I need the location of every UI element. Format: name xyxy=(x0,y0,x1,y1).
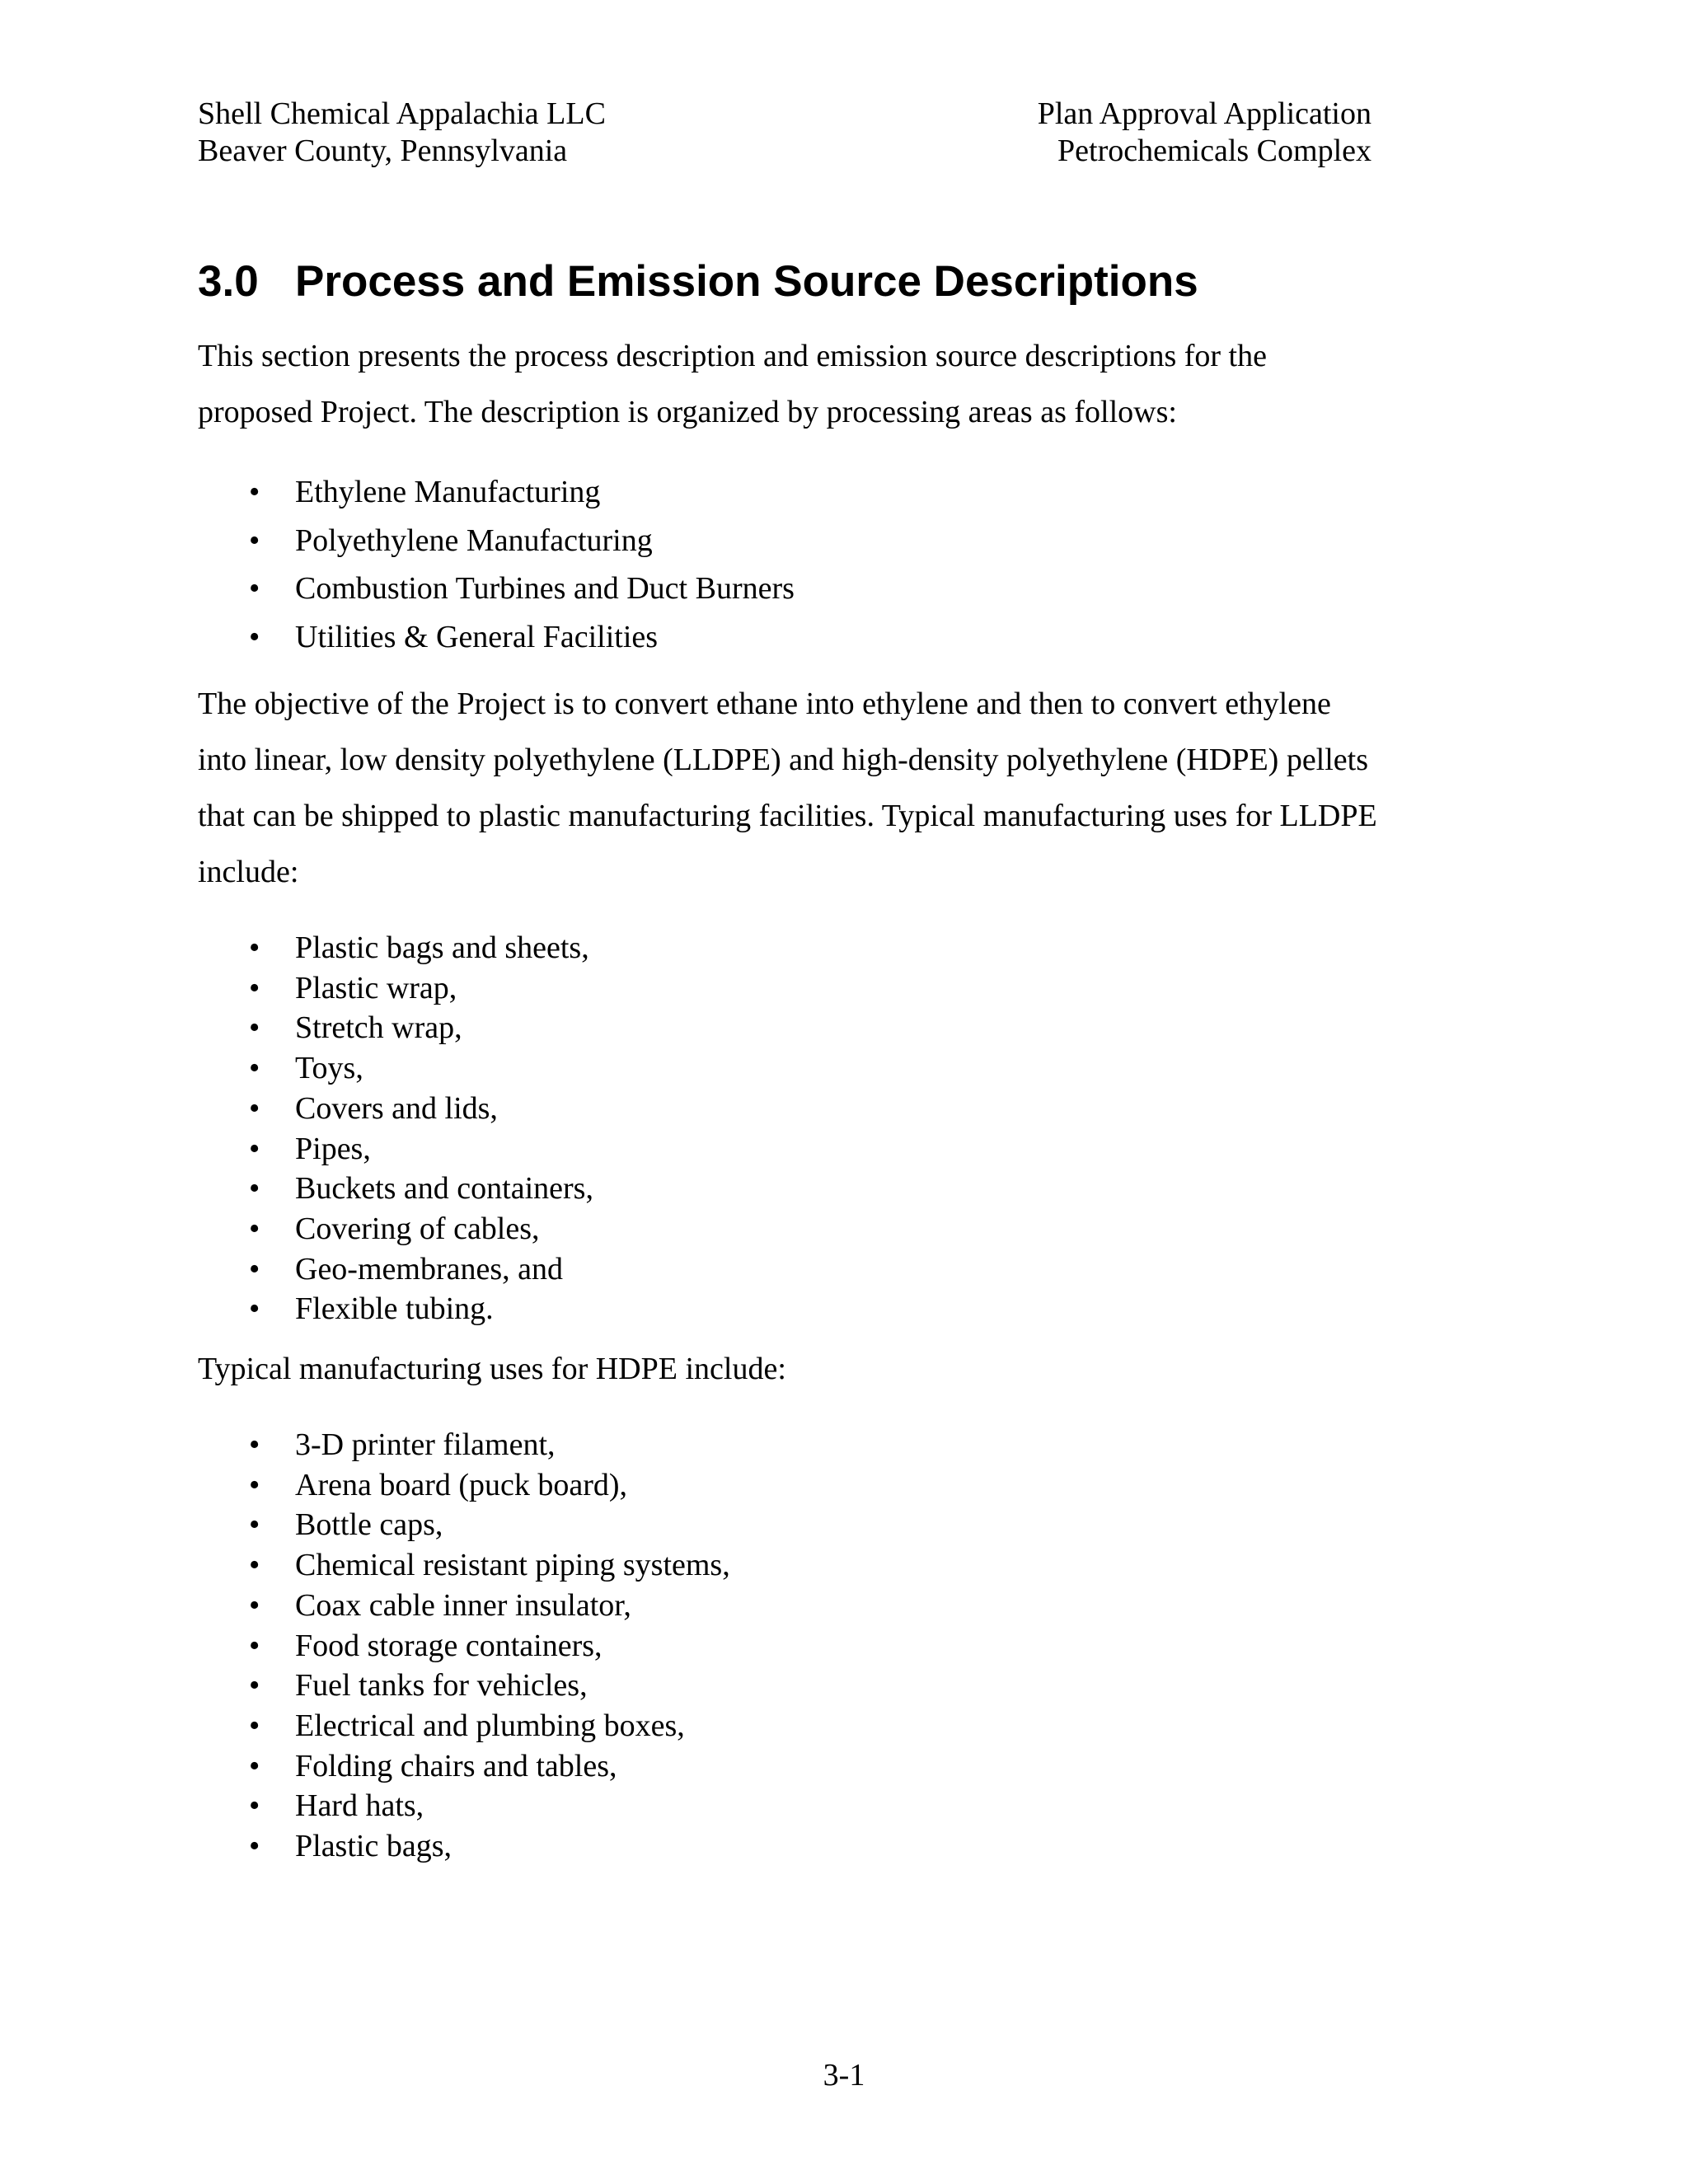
header-company: Shell Chemical Appalachia LLC xyxy=(198,96,606,131)
list-item xyxy=(198,1826,1385,1867)
bullet-icon: • xyxy=(249,1548,260,1583)
list-item-text: Coax cable inner insulator, xyxy=(295,1587,631,1623)
bullet-icon: • xyxy=(249,1171,260,1207)
list-item xyxy=(198,517,1385,565)
bullet-icon: • xyxy=(249,970,260,1005)
list-item-text: Toys, xyxy=(295,1051,363,1086)
bullet-icon: • xyxy=(249,1131,260,1166)
list-item xyxy=(198,928,1385,968)
list-item-text: Buckets and containers, xyxy=(295,1171,593,1207)
header-project: Petrochemicals Complex xyxy=(1057,134,1372,168)
bullet-icon: • xyxy=(249,1708,260,1743)
page-number: 3-1 xyxy=(823,2058,865,2093)
list-item-text: Geo-membranes, and xyxy=(295,1251,563,1286)
list-item-text: Polyethylene Manufacturing xyxy=(295,523,653,558)
header-right xyxy=(1038,96,1372,170)
list-item-text: Arena board (puck board), xyxy=(295,1467,628,1502)
list-item-text: Bottle caps, xyxy=(295,1507,443,1543)
header-left xyxy=(198,96,606,170)
bullet-icon: • xyxy=(249,1628,260,1663)
list-item xyxy=(198,1786,1385,1826)
bullet-icon: • xyxy=(249,1587,260,1623)
intro-paragraph: This section presents the process description and emission source descriptions for the proposed Project. The description is organized by processing areas as follows: xyxy=(198,339,1267,429)
section-number: 3.0 xyxy=(198,257,259,306)
bullet-icon: • xyxy=(249,1010,260,1046)
bullet-icon: • xyxy=(249,523,260,558)
list-item-text: Plastic wrap, xyxy=(295,970,457,1005)
list-item xyxy=(198,1129,1385,1169)
list-item-text: Ethylene Manufacturing xyxy=(295,475,601,509)
list-item-text: Combustion Turbines and Duct Burners xyxy=(295,571,795,606)
bullet-icon: • xyxy=(249,1090,260,1126)
bullet-icon: • xyxy=(249,930,260,965)
list-item-text: Chemical resistant piping systems, xyxy=(295,1548,730,1583)
bullet-icon: • xyxy=(249,1211,260,1246)
bullet-icon: • xyxy=(249,1051,260,1086)
list-item xyxy=(198,1169,1385,1209)
bullet-icon: • xyxy=(249,1668,260,1704)
list-item xyxy=(198,1746,1385,1787)
section-title: Process and Emission Source Descriptions xyxy=(295,257,1198,306)
list-item xyxy=(198,1089,1385,1129)
bullet-icon: • xyxy=(249,1788,260,1824)
bullet-icon: • xyxy=(249,1467,260,1502)
list-item xyxy=(198,1666,1385,1706)
list-item-text: Flexible tubing. xyxy=(295,1291,494,1327)
list-item xyxy=(198,1465,1385,1506)
bullet-icon: • xyxy=(249,475,260,509)
bullet-icon: • xyxy=(249,1427,260,1463)
bullet-icon: • xyxy=(249,1829,260,1864)
list-item-text: Hard hats, xyxy=(295,1788,424,1824)
hdpe-uses-list xyxy=(198,1425,1385,1867)
list-item xyxy=(198,1586,1385,1626)
bullet-icon: • xyxy=(249,1748,260,1783)
list-item xyxy=(198,468,1385,517)
list-item-text: Plastic bags, xyxy=(295,1829,452,1864)
list-item-text: Electrical and plumbing boxes, xyxy=(295,1708,685,1743)
list-item-text: Folding chairs and tables, xyxy=(295,1748,617,1783)
list-item xyxy=(198,1289,1385,1329)
list-item xyxy=(198,1048,1385,1089)
bullet-icon: • xyxy=(249,1291,260,1327)
list-item-text: Covers and lids, xyxy=(295,1090,498,1126)
list-item xyxy=(198,1626,1385,1666)
list-item xyxy=(198,1545,1385,1586)
list-item xyxy=(198,1505,1385,1545)
list-item xyxy=(198,1706,1385,1746)
list-item-text: Pipes, xyxy=(295,1131,371,1166)
processing-areas-list xyxy=(198,468,1385,661)
list-item xyxy=(198,613,1385,662)
lldpe-uses-list xyxy=(198,928,1385,1329)
list-item-text: 3-D printer filament, xyxy=(295,1427,556,1463)
list-item xyxy=(198,1008,1385,1048)
hdpe-intro-paragraph: Typical manufacturing uses for HDPE include: xyxy=(198,1352,786,1387)
header-document-type: Plan Approval Application xyxy=(1037,96,1372,131)
list-item-text: Utilities & General Facilities xyxy=(295,619,659,654)
bullet-icon: • xyxy=(249,1507,260,1543)
page-body xyxy=(198,255,1385,1867)
header-location: Beaver County, Pennsylvania xyxy=(198,134,568,168)
bullet-icon: • xyxy=(249,571,260,606)
list-item xyxy=(198,1425,1385,1465)
list-item-text: Covering of cables, xyxy=(295,1211,540,1246)
objective-paragraph: The objective of the Project is to convert ethane into ethylene and then to convert ethylene into linear, low density polyethylene (LLDPE) and high-density polyethylene (HDPE) pellets that can be shipped to plastic manufacturing facilities. Typical manufacturing uses for LLDPE include: xyxy=(198,687,1377,889)
list-item-text: Stretch wrap, xyxy=(295,1010,462,1046)
list-item xyxy=(198,1209,1385,1249)
list-item xyxy=(198,968,1385,1009)
bullet-icon: • xyxy=(249,619,260,654)
section-heading xyxy=(198,255,1385,308)
list-item-text: Fuel tanks for vehicles, xyxy=(295,1668,588,1704)
list-item xyxy=(198,565,1385,613)
list-item-text: Food storage containers, xyxy=(295,1628,603,1663)
bullet-icon: • xyxy=(249,1251,260,1286)
list-item xyxy=(198,1249,1385,1290)
list-item-text: Plastic bags and sheets, xyxy=(295,930,589,965)
